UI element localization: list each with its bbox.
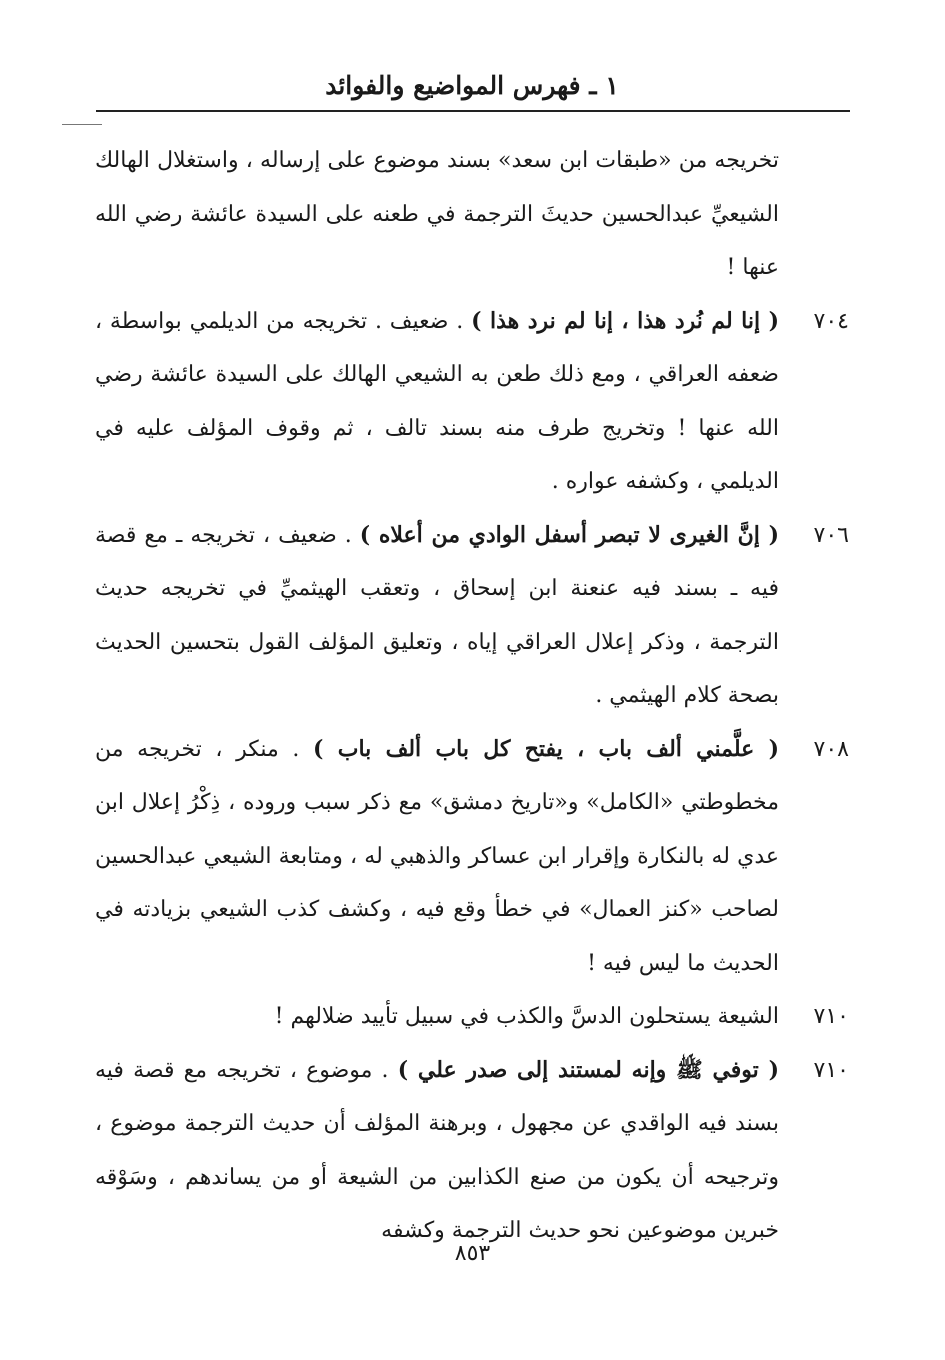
- entry-number: ٧١٠: [813, 1004, 849, 1029]
- entry-hadith-title: ( توفي ﷺ وإنه لمستند إلى صدر علي ): [397, 1056, 779, 1083]
- entry-hadith-title: ( علَّمني ألف باب ، يفتح كل باب ألف باب ): [313, 735, 779, 762]
- header-rule: [96, 110, 850, 112]
- entry-text: [95, 295, 779, 509]
- entry-text: [95, 990, 779, 1044]
- running-header: ١ ـ فهرس المواضيع والفوائد: [325, 71, 619, 100]
- entry-number: ٧٠٨: [813, 736, 849, 762]
- index-entry: [95, 990, 849, 1044]
- index-entry: [95, 723, 849, 991]
- margin-mark: [62, 124, 102, 125]
- entry-number: ٧١٠: [813, 1057, 849, 1083]
- continuation-text: تخريجه من «طبقات ابن سعد» بسند موضوع على إرساله ، واستغلال الهالك الشيعيِّ عبدالحسين حديثَ الترجمة في طعنه على السيدة عائشة رضي الله عنها !: [95, 148, 779, 280]
- index-entry: [95, 1044, 849, 1258]
- entry-hadith-title: ( إنا لم نُرد هذا ، إنا لم نرد هذا ): [471, 307, 780, 334]
- entry-text: [95, 509, 779, 723]
- entry-number: ٧٠٤: [813, 308, 849, 334]
- continuation-entry: [95, 134, 849, 295]
- entry-text: [95, 723, 779, 991]
- index-body: [95, 134, 849, 1258]
- entry-description: الشيعة يستحلون الدسَّ والكذب في سبيل تأييد ضلالهم !: [274, 1004, 779, 1029]
- index-entry: [95, 509, 849, 723]
- entry-description: . موضوع ، تخريجه مع قصة فيه بسند فيه الواقدي عن مجهول ، وبرهنة المؤلف أن حديث الترجمة موضوع ، وترجيحه أن يكون من صنع الكذابين من الشيعة أو من يساندهم ، وسَوْقه خبرين موضوعين نحو حديث الترجمة وكشفه: [95, 1057, 779, 1243]
- entry-number: ٧٠٦: [813, 522, 849, 548]
- entry-text: [95, 1044, 779, 1258]
- index-entry: [95, 295, 849, 509]
- entry-description: . ضعيف . تخريجه من الديلمي بواسطة ، ضعفه العراقي ، ومع ذلك طعن به الشيعي الهالك على السيدة عائشة رضي الله عنها ! وتخريج طرف منه بسند تالف ، ثم وقوف المؤلف عليه في الديلمي ، وكشفه عواره .: [95, 308, 779, 494]
- page-number: ٨٥٣: [454, 1241, 491, 1266]
- entry-description: . منكر ، تخريجه من مخطوطتي «الكامل» و«تاريخ دمشق» مع ذكر سبب وروده ، ذِكْرُ إعلال ابن عدي له بالنكارة وإقرار ابن عساكر والذهبي له ، ومتابعة الشيعي عبدالحسين لصاحب «كنز العمال» في خطأ وقع فيه ، وكشف كذب الشيعي بزيادته في الحديث ما ليس فيه !: [95, 736, 779, 976]
- entry-hadith-title: ( إنَّ الغيرى لا تبصر أسفل الوادي من أعلاه ): [359, 521, 779, 548]
- entry-description: . ضعيف ، تخريجه ـ مع قصة فيه ـ بسند فيه عنعنة ابن إسحاق ، وتعقب الهيثميِّ في تخريجه حديث الترجمة ، وذكر إعلال العراقي إياه ، وتعليق المؤلف القول بتحسين الحديث بصحة كلام الهيثمي .: [95, 522, 779, 708]
